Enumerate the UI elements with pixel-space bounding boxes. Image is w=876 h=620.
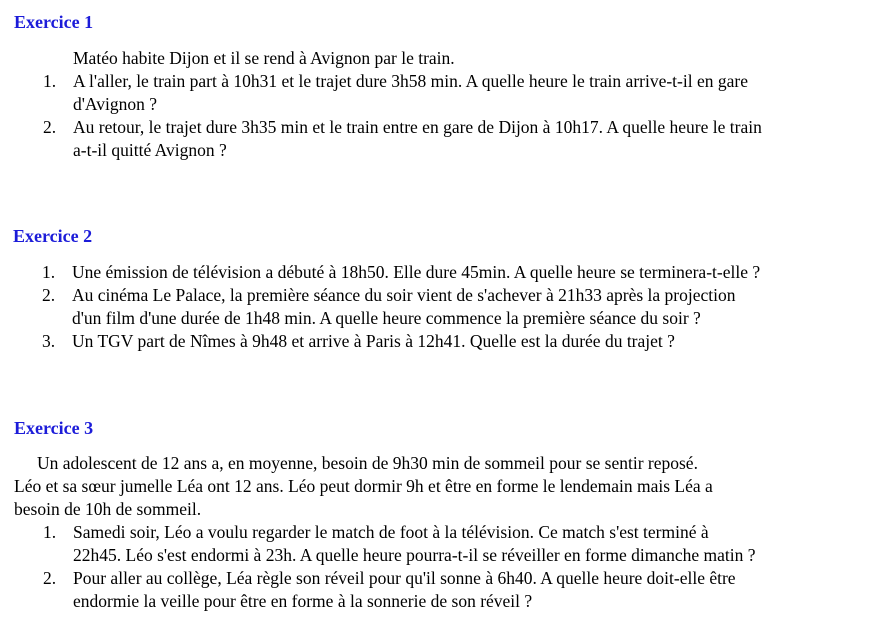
exercise-3-item-1-line-1: Samedi soir, Léo a voulu regarder le match de foot à la télévision. Ce match s'est terminé à (73, 522, 709, 542)
exercise-3-item-2-number: 2. (43, 568, 57, 588)
exercise-3-intro-line-3: besoin de 10h de sommeil. (14, 499, 202, 519)
exercise-3-item-2-line-2: endormie la veille pour être en forme à la sonnerie de son réveil ? (73, 591, 533, 611)
exercise-3-intro-line-2: Léo et sa sœur jumelle Léa ont 12 ans. Léo peut dormir 9h et être en forme le lendemain mais Léa a (14, 476, 713, 496)
exercise-1-title: Exercice 1 (14, 12, 94, 32)
exercise-3-item-2-line-1: Pour aller au collège, Léa règle son réveil pour qu'il sonne à 6h40. A quelle heure doit-elle être (73, 568, 736, 588)
exercise-3-intro-line-1: Un adolescent de 12 ans a, en moyenne, besoin de 9h30 min de sommeil pour se sentir reposé. (37, 453, 698, 473)
exercise-1-item-2-line-2: a-t-il quitté Avignon ? (73, 140, 227, 160)
exercise-2-title: Exercice 2 (13, 226, 93, 246)
exercise-2-item-1-number: 1. (42, 262, 56, 282)
exercise-2-item-1-line-1: Une émission de télévision a débuté à 18h50. Elle dure 45min. A quelle heure se terminera-t-elle ? (72, 262, 761, 282)
exercise-2-item-2-number: 2. (42, 285, 56, 305)
exercise-3-item-1-line-2: 22h45. Léo s'est endormi à 23h. A quelle heure pourra-t-il se réveiller en forme dimanche matin ? (73, 545, 756, 565)
exercise-2-item-3-line-1: Un TGV part de Nîmes à 9h48 et arrive à Paris à 12h41. Quelle est la durée du trajet ? (72, 331, 675, 351)
exercise-3-item-1-number: 1. (43, 522, 57, 542)
exercise-1-item-1-line-2: d'Avignon ? (73, 94, 157, 114)
exercise-2-item-2-line-2: d'un film d'une durée de 1h48 min. A quelle heure commence la première séance du soir ? (72, 308, 701, 328)
exercise-1-item-2-line-1: Au retour, le trajet dure 3h35 min et le train entre en gare de Dijon à 10h17. A quelle heure le train (73, 117, 762, 137)
exercise-2-item-3-number: 3. (42, 331, 56, 351)
exercise-1-intro: Matéo habite Dijon et il se rend à Avignon par le train. (73, 48, 455, 68)
exercise-1-item-1-number: 1. (43, 71, 57, 91)
exercise-2-item-2-line-1: Au cinéma Le Palace, la première séance du soir vient de s'achever à 21h33 après la projection (72, 285, 736, 305)
exercise-1-item-2-number: 2. (43, 117, 57, 137)
exercise-1-item-1-line-1: A l'aller, le train part à 10h31 et le trajet dure 3h58 min. A quelle heure le train arrive-t-il en gare (73, 71, 748, 91)
exercise-3-title: Exercice 3 (14, 418, 94, 438)
